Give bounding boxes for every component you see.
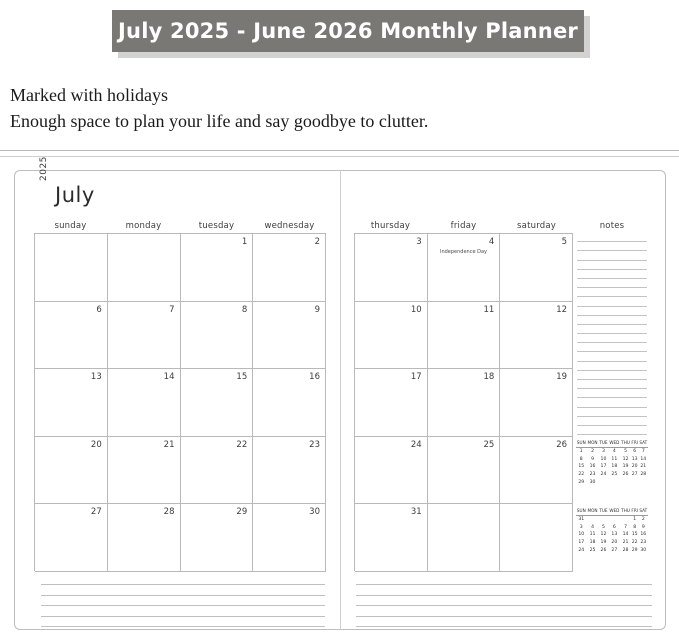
calendar-day-cell[interactable] bbox=[253, 234, 326, 302]
day-number: 4 bbox=[488, 237, 495, 247]
note-line bbox=[577, 343, 647, 352]
note-line bbox=[577, 362, 647, 371]
planner-spread bbox=[14, 156, 666, 630]
mini-day: 12 bbox=[600, 532, 607, 538]
mini-day: 2 bbox=[591, 448, 594, 454]
mini-day: 19 bbox=[600, 540, 607, 546]
note-line bbox=[577, 279, 647, 288]
day-number: 11 bbox=[483, 304, 495, 315]
day-number: 3 bbox=[416, 237, 422, 247]
mini-day: 27 bbox=[631, 472, 638, 478]
mini-day: 5 bbox=[601, 524, 605, 530]
day-number: 19 bbox=[556, 372, 568, 383]
note-line bbox=[577, 398, 647, 407]
mini-calendar-week bbox=[576, 524, 648, 532]
mini-day: 30 bbox=[589, 479, 596, 485]
calendar-day-cell[interactable] bbox=[428, 302, 501, 370]
mini-day: 28 bbox=[622, 547, 629, 553]
note-line bbox=[577, 251, 647, 260]
mini-day: 17 bbox=[578, 540, 585, 546]
mini-day: 25 bbox=[589, 547, 596, 553]
calendar-day-cell[interactable] bbox=[35, 234, 108, 302]
day-number: 26 bbox=[556, 439, 568, 450]
calendar-day-cell[interactable] bbox=[355, 302, 428, 370]
right-calendar-grid bbox=[354, 233, 573, 571]
left-calendar-grid bbox=[34, 233, 326, 571]
mini-day: 4 bbox=[591, 524, 594, 530]
left-notes-lines[interactable] bbox=[41, 575, 325, 627]
mini-day: 26 bbox=[622, 472, 629, 478]
note-line bbox=[577, 334, 647, 343]
mini-calendar-week bbox=[576, 479, 648, 487]
writing-line bbox=[41, 606, 325, 616]
mini-day: 28 bbox=[640, 472, 647, 478]
mini-day: 29 bbox=[578, 479, 585, 485]
mini-day: 3 bbox=[579, 524, 583, 530]
calendar-week-row bbox=[355, 302, 573, 370]
mini-weekday: FRI bbox=[631, 439, 638, 445]
mini-day: 9 bbox=[591, 456, 594, 462]
mini-day: 17 bbox=[600, 464, 607, 470]
calendar-day-cell[interactable] bbox=[253, 369, 326, 437]
calendar-day-cell[interactable] bbox=[35, 369, 108, 437]
divider-rule-bottom bbox=[0, 156, 679, 157]
mini-day: 7 bbox=[641, 448, 645, 454]
mini-day: 10 bbox=[600, 456, 607, 462]
calendar-day-cell[interactable] bbox=[35, 437, 108, 505]
calendar-day-cell[interactable] bbox=[181, 369, 254, 437]
mini-weekday: SAT bbox=[639, 507, 648, 513]
note-line bbox=[577, 307, 647, 316]
mini-day: 27 bbox=[611, 547, 618, 553]
note-line bbox=[577, 417, 647, 426]
mini-day: 23 bbox=[589, 472, 596, 478]
mini-calendar-header-row bbox=[576, 507, 648, 514]
calendar-week-row bbox=[355, 369, 573, 437]
day-number: 10 bbox=[410, 304, 422, 315]
mini-calendar-week bbox=[576, 448, 648, 456]
mini-calendar-week bbox=[576, 472, 648, 480]
mini-day bbox=[599, 516, 609, 524]
day-number: 27 bbox=[90, 507, 102, 518]
mini-calendar-header-row bbox=[576, 439, 648, 446]
mini-weekday: THU bbox=[621, 439, 630, 445]
mini-calendar-week bbox=[576, 547, 648, 555]
month-label: July bbox=[55, 183, 95, 207]
mini-weekday: MON bbox=[587, 439, 598, 445]
mini-day bbox=[587, 516, 599, 524]
note-line bbox=[577, 389, 647, 398]
note-line bbox=[577, 261, 647, 270]
calendar-day-cell[interactable] bbox=[428, 504, 501, 572]
mini-day: 6 bbox=[633, 448, 637, 454]
calendar-day-cell[interactable] bbox=[253, 437, 326, 505]
mini-day: 16 bbox=[589, 464, 596, 470]
note-line bbox=[577, 371, 647, 380]
weekday-saturday: saturday bbox=[517, 221, 556, 231]
weekday-friday: friday bbox=[450, 221, 477, 231]
calendar-day-cell[interactable] bbox=[500, 437, 573, 505]
calendar-week-row bbox=[35, 302, 326, 370]
note-line bbox=[577, 325, 647, 334]
day-number: 5 bbox=[561, 237, 568, 247]
mini-calendar-table bbox=[576, 507, 648, 555]
note-line bbox=[577, 380, 647, 389]
day-number: 15 bbox=[236, 372, 248, 383]
mini-calendar-week bbox=[576, 540, 648, 548]
note-line bbox=[577, 352, 647, 361]
left-weekday-header bbox=[34, 221, 326, 231]
divider-rule-top bbox=[0, 150, 679, 151]
calendar-day-cell[interactable] bbox=[500, 369, 573, 437]
calendar-day-cell[interactable] bbox=[428, 369, 501, 437]
weekday-thursday: thursday bbox=[370, 221, 411, 231]
subtitle-line-1: Marked with holidays bbox=[10, 85, 168, 105]
calendar-day-cell[interactable] bbox=[355, 369, 428, 437]
mini-weekday: WED bbox=[609, 439, 620, 445]
planner-right-page bbox=[340, 170, 666, 630]
mini-calendar-week bbox=[576, 532, 648, 540]
mini-day: 14 bbox=[640, 456, 647, 462]
mini-day: 7 bbox=[624, 524, 628, 530]
mini-day bbox=[608, 516, 620, 524]
calendar-week-row bbox=[35, 234, 326, 302]
mini-day: 1 bbox=[633, 516, 637, 522]
day-number: 17 bbox=[410, 372, 422, 383]
note-line bbox=[577, 270, 647, 279]
mini-day: 22 bbox=[578, 472, 585, 478]
planner-left-page bbox=[14, 156, 340, 630]
day-number: 25 bbox=[483, 439, 495, 450]
mini-day: 9 bbox=[641, 524, 645, 530]
mini-day: 10 bbox=[578, 532, 585, 538]
day-number: 23 bbox=[309, 439, 320, 450]
banner bbox=[112, 10, 584, 52]
mini-day bbox=[620, 516, 630, 524]
mini-day: 1 bbox=[579, 448, 583, 454]
mini-weekday: THU bbox=[621, 507, 630, 513]
mini-weekday: FRI bbox=[631, 507, 638, 513]
calendar-day-cell[interactable] bbox=[253, 302, 326, 370]
calendar-day-cell[interactable] bbox=[108, 302, 181, 370]
weekday-monday: monday bbox=[125, 221, 162, 231]
calendar-day-cell[interactable] bbox=[181, 302, 254, 370]
calendar-day-cell[interactable] bbox=[500, 234, 573, 302]
page-title: July 2025 - June 2026 Monthly Planner bbox=[118, 19, 578, 43]
day-number: 12 bbox=[556, 304, 568, 315]
writing-line bbox=[41, 575, 325, 585]
note-line bbox=[577, 288, 647, 297]
mini-day bbox=[620, 479, 630, 487]
mini-day: 11 bbox=[589, 532, 596, 538]
mini-day bbox=[631, 479, 639, 487]
mini-weekday: SUN bbox=[576, 439, 586, 445]
mini-day: 20 bbox=[631, 464, 638, 470]
mini-weekday: SAT bbox=[639, 439, 648, 445]
writing-line bbox=[41, 596, 325, 606]
mini-weekday: TUE bbox=[599, 507, 608, 513]
day-number: 2 bbox=[314, 237, 320, 247]
mini-day: 12 bbox=[622, 456, 629, 462]
mini-day: 30 bbox=[640, 547, 647, 553]
right-notes-lines[interactable] bbox=[356, 575, 652, 627]
day-number: 1 bbox=[241, 237, 248, 247]
writing-line bbox=[356, 585, 652, 595]
note-line bbox=[577, 233, 647, 242]
calendar-day-cell[interactable] bbox=[108, 369, 181, 437]
calendar-day-cell[interactable] bbox=[500, 504, 573, 572]
day-number: 7 bbox=[169, 304, 175, 315]
mini-day: 15 bbox=[578, 464, 585, 470]
calendar-week-row bbox=[35, 369, 326, 437]
day-number: 13 bbox=[90, 372, 102, 383]
mini-day: 29 bbox=[631, 547, 638, 553]
day-number: 9 bbox=[314, 304, 320, 315]
mini-day: 19 bbox=[622, 464, 629, 470]
mini-day: 18 bbox=[589, 540, 596, 546]
day-number: 6 bbox=[96, 304, 102, 315]
calendar-day-cell[interactable] bbox=[35, 504, 108, 572]
mini-day: 15 bbox=[631, 532, 638, 538]
mini-calendar-week bbox=[576, 464, 648, 472]
weekday-tuesday: tuesday bbox=[198, 221, 235, 231]
mini-calendar-current-month bbox=[576, 439, 648, 487]
calendar-day-cell[interactable] bbox=[108, 504, 181, 572]
calendar-week-row bbox=[35, 437, 326, 505]
day-number: 14 bbox=[163, 372, 175, 383]
subtitle-block bbox=[10, 82, 670, 134]
mini-day: 4 bbox=[612, 448, 616, 454]
day-number: 8 bbox=[241, 304, 248, 315]
mini-day: 8 bbox=[579, 456, 583, 462]
page-gutter bbox=[340, 170, 341, 630]
subtitle-line-2: Enough space to plan your life and say goodbye to clutter. bbox=[10, 111, 429, 131]
mini-calendar-week bbox=[576, 456, 648, 464]
calendar-day-cell[interactable] bbox=[253, 504, 326, 572]
mini-day: 11 bbox=[611, 456, 618, 462]
mini-day: 6 bbox=[612, 524, 616, 530]
mini-day: 2 bbox=[641, 516, 645, 522]
right-weekday-header bbox=[354, 221, 651, 231]
day-number: 18 bbox=[483, 372, 495, 383]
day-number: 29 bbox=[236, 507, 248, 518]
day-number: 31 bbox=[410, 507, 422, 518]
header-banner bbox=[0, 0, 679, 62]
note-line bbox=[577, 316, 647, 325]
mini-day: 8 bbox=[633, 524, 637, 530]
mini-day bbox=[639, 479, 648, 487]
mini-day: 5 bbox=[624, 448, 628, 454]
note-line bbox=[577, 408, 647, 417]
calendar-day-cell[interactable] bbox=[35, 302, 108, 370]
mini-weekday: TUE bbox=[599, 439, 608, 445]
calendar-day-cell[interactable] bbox=[500, 302, 573, 370]
day-number: 16 bbox=[309, 372, 320, 383]
mini-day: 14 bbox=[622, 532, 629, 538]
day-number: 20 bbox=[90, 439, 102, 450]
mini-day: 3 bbox=[601, 448, 605, 454]
note-line bbox=[577, 242, 647, 251]
calendar-day-cell[interactable] bbox=[181, 437, 254, 505]
calendar-day-cell[interactable] bbox=[355, 504, 428, 572]
writing-line bbox=[356, 575, 652, 585]
writing-line bbox=[41, 585, 325, 595]
calendar-day-cell[interactable] bbox=[108, 437, 181, 505]
holiday-label: Independence Day bbox=[439, 249, 488, 255]
day-number: 30 bbox=[309, 507, 320, 518]
mini-weekday: WED bbox=[609, 507, 620, 513]
weekday-sunday: sunday bbox=[54, 221, 87, 231]
writing-line bbox=[356, 596, 652, 606]
day-number: 22 bbox=[236, 439, 248, 450]
mini-day: 13 bbox=[611, 532, 618, 538]
mini-day: 20 bbox=[611, 540, 618, 546]
year-label: 2025 bbox=[39, 156, 49, 181]
mini-day: 16 bbox=[640, 532, 647, 538]
calendar-day-cell[interactable] bbox=[428, 437, 501, 505]
calendar-day-cell[interactable] bbox=[428, 234, 501, 302]
writing-line bbox=[356, 617, 652, 627]
mini-calendar-table bbox=[576, 439, 648, 487]
mini-day: 26 bbox=[600, 547, 607, 553]
mini-day: 21 bbox=[622, 540, 629, 546]
calendar-day-cell[interactable] bbox=[355, 234, 428, 302]
day-number: 28 bbox=[163, 507, 175, 518]
day-number: 24 bbox=[410, 439, 422, 450]
mini-day: 24 bbox=[578, 547, 585, 553]
calendar-day-cell[interactable] bbox=[181, 504, 254, 572]
mini-day: 24 bbox=[600, 472, 607, 478]
mini-weekday: SUN bbox=[576, 507, 586, 513]
calendar-day-cell[interactable] bbox=[181, 234, 254, 302]
mini-weekday: MON bbox=[587, 507, 598, 513]
calendar-week-row bbox=[355, 437, 573, 505]
mini-day: 31 bbox=[578, 516, 585, 522]
mini-calendar-week bbox=[576, 516, 648, 524]
mini-day bbox=[608, 479, 620, 487]
writing-line bbox=[41, 617, 325, 627]
mini-day: 23 bbox=[640, 540, 647, 546]
calendar-day-cell[interactable] bbox=[355, 437, 428, 505]
calendar-day-cell[interactable] bbox=[108, 234, 181, 302]
writing-line bbox=[356, 606, 652, 616]
day-number: 21 bbox=[163, 439, 175, 450]
note-line bbox=[577, 297, 647, 306]
mini-day: 22 bbox=[631, 540, 638, 546]
mini-day: 18 bbox=[611, 464, 618, 470]
mini-day: 25 bbox=[611, 472, 618, 478]
calendar-week-row bbox=[355, 504, 573, 572]
note-line bbox=[577, 426, 647, 435]
mini-day bbox=[599, 479, 609, 487]
weekday-wednesday: wednesday bbox=[264, 221, 315, 231]
mini-calendar-next-month bbox=[576, 507, 648, 555]
mini-day: 21 bbox=[640, 464, 647, 470]
notes-column-label: notes bbox=[599, 221, 625, 231]
calendar-week-row bbox=[35, 504, 326, 572]
mini-day: 13 bbox=[631, 456, 638, 462]
calendar-week-row bbox=[355, 234, 573, 302]
